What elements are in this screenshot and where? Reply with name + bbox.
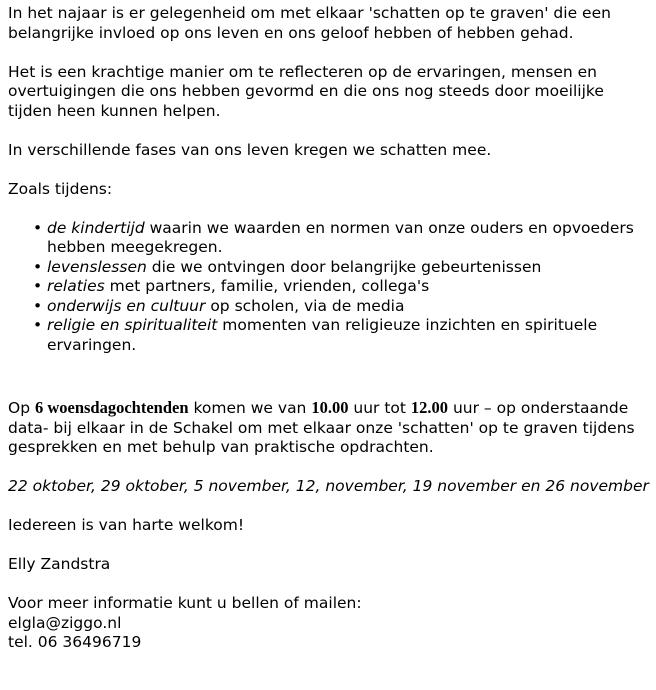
signature-line: Elly Zandstra (8, 555, 111, 573)
intro-paragraph-1: In het najaar is er gelegenheid om met elkaar 'schatten op te graven' die een belangrijke invloed op ons leven en ons geloof hebben of hebben gehad. (8, 4, 611, 42)
list-item-text: met partners, familie, vrienden, collega's (104, 277, 430, 295)
contact-intro: Voor meer informatie kunt u bellen of mailen: (8, 594, 362, 612)
list-item-text: die we ontvingen door belangrijke gebeurtenissen (146, 257, 542, 276)
treasure-list (8, 219, 650, 356)
list-item-religie (47, 316, 650, 355)
dates-line: 22 oktober, 29 oktober, 5 november, 12, november, 19 november en 26 november (8, 477, 649, 495)
email-address: elgla@ziggo.nl (8, 613, 122, 632)
contact-block (8, 594, 650, 653)
list-item-lead: relaties (47, 277, 105, 295)
schedule-count-bold: 6 woensdagochtenden (34, 398, 189, 417)
schedule-text: uur tot (348, 399, 411, 417)
list-item-text: op scholen, via de media (205, 296, 405, 315)
schedule-text: uur – op onderstaande data- bij elkaar in de Schakel om met elkaar onze 'schatten' op te graven tijdens gesprekken en met behulp van praktische opdrachten. (8, 399, 635, 456)
schedule-text: komen we van (188, 399, 312, 417)
list-item-relaties (47, 277, 650, 297)
intro-paragraph-3: In verschillende fases van ons leven kregen we schatten mee. (8, 140, 492, 159)
list-item-lead: religie en spiritualiteit (47, 316, 218, 334)
phone-number: tel. 06 36496719 (8, 633, 142, 651)
welcome-line: Iedereen is van harte welkom! (8, 516, 245, 534)
schedule-paragraph (8, 398, 650, 458)
schedule-end-time-bold: 12.00 (410, 398, 449, 417)
list-item-lead: levenslessen (47, 257, 147, 276)
list-item-onderwijs (47, 297, 650, 317)
schedule-start-time-bold: 10.00 (311, 398, 349, 417)
schedule-text: Op (8, 399, 35, 417)
list-item-kindertijd (47, 219, 650, 258)
list-heading: Zoals tijdens: (8, 179, 113, 198)
intro-paragraph-2: Het is een krachtige manier om te reflecteren op de ervaringen, mensen en overtuigingen die ons hebben gevormd en die ons nog steeds door moeilijke tijden heen kunnen helpen. (8, 62, 604, 120)
list-item-levenslessen (47, 258, 650, 278)
list-item-text: waarin we waarden en normen van onze ouders en opvoeders hebben meegekregen. (47, 218, 634, 256)
list-item-text: momenten van religieuze inzichten en spirituele ervaringen. (47, 316, 598, 354)
list-item-lead: onderwijs en cultuur (47, 296, 206, 315)
list-item-lead: de kindertijd (47, 218, 145, 237)
